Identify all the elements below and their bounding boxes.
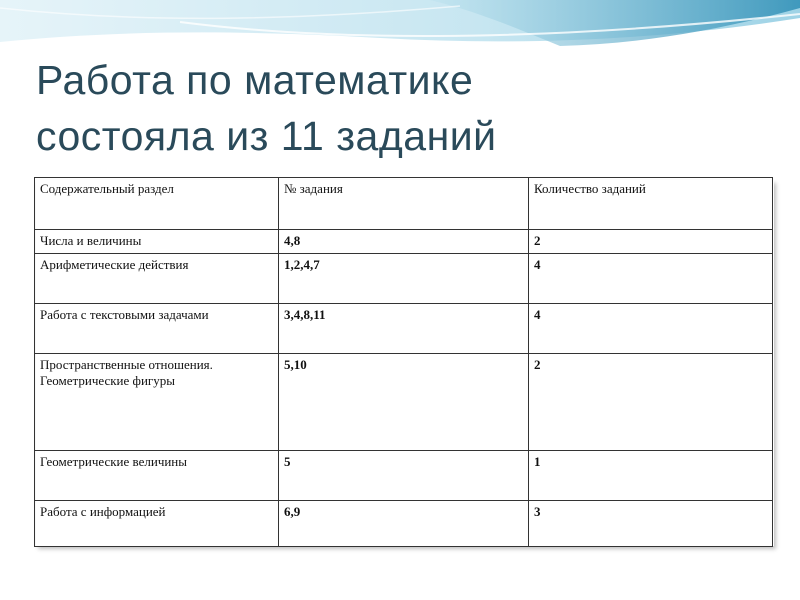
cell-tasks: 5,10 — [279, 354, 529, 451]
cell-tasks: 6,9 — [279, 501, 529, 547]
table-header-row — [35, 178, 773, 230]
cell-count: 4 — [529, 304, 773, 354]
cell-tasks: 4,8 — [279, 230, 529, 254]
cell-section: Геометрические величины — [35, 451, 279, 501]
cell-section: Арифметические действия — [35, 254, 279, 304]
cell-count: 1 — [529, 451, 773, 501]
cell-section: Работа с текстовыми задачами — [35, 304, 279, 354]
table-row — [35, 254, 773, 304]
table-row — [35, 230, 773, 254]
title-line-1: Работа по математике — [36, 57, 474, 103]
cell-section: Пространственные отношения. Геометрические фигуры — [35, 354, 279, 451]
table-row — [35, 304, 773, 354]
table-row — [35, 354, 773, 451]
cell-section: Числа и величины — [35, 230, 279, 254]
tasks-table — [34, 177, 773, 547]
title-line-2: состояла из 11 заданий — [36, 113, 497, 159]
cell-tasks: 3,4,8,11 — [279, 304, 529, 354]
table-row — [35, 451, 773, 501]
table-container — [34, 177, 772, 547]
cell-section: Работа с информацией — [35, 501, 279, 547]
cell-count: 4 — [529, 254, 773, 304]
cell-count: 3 — [529, 501, 773, 547]
slide-title — [36, 52, 756, 164]
cell-tasks: 5 — [279, 451, 529, 501]
cell-tasks: 1,2,4,7 — [279, 254, 529, 304]
cell-count: 2 — [529, 230, 773, 254]
header-cell-count: Количество заданий — [529, 178, 773, 230]
header-cell-section: Содержательный раздел — [35, 178, 279, 230]
header-cell-tasks: № задания — [279, 178, 529, 230]
cell-count: 2 — [529, 354, 773, 451]
table-row — [35, 501, 773, 547]
